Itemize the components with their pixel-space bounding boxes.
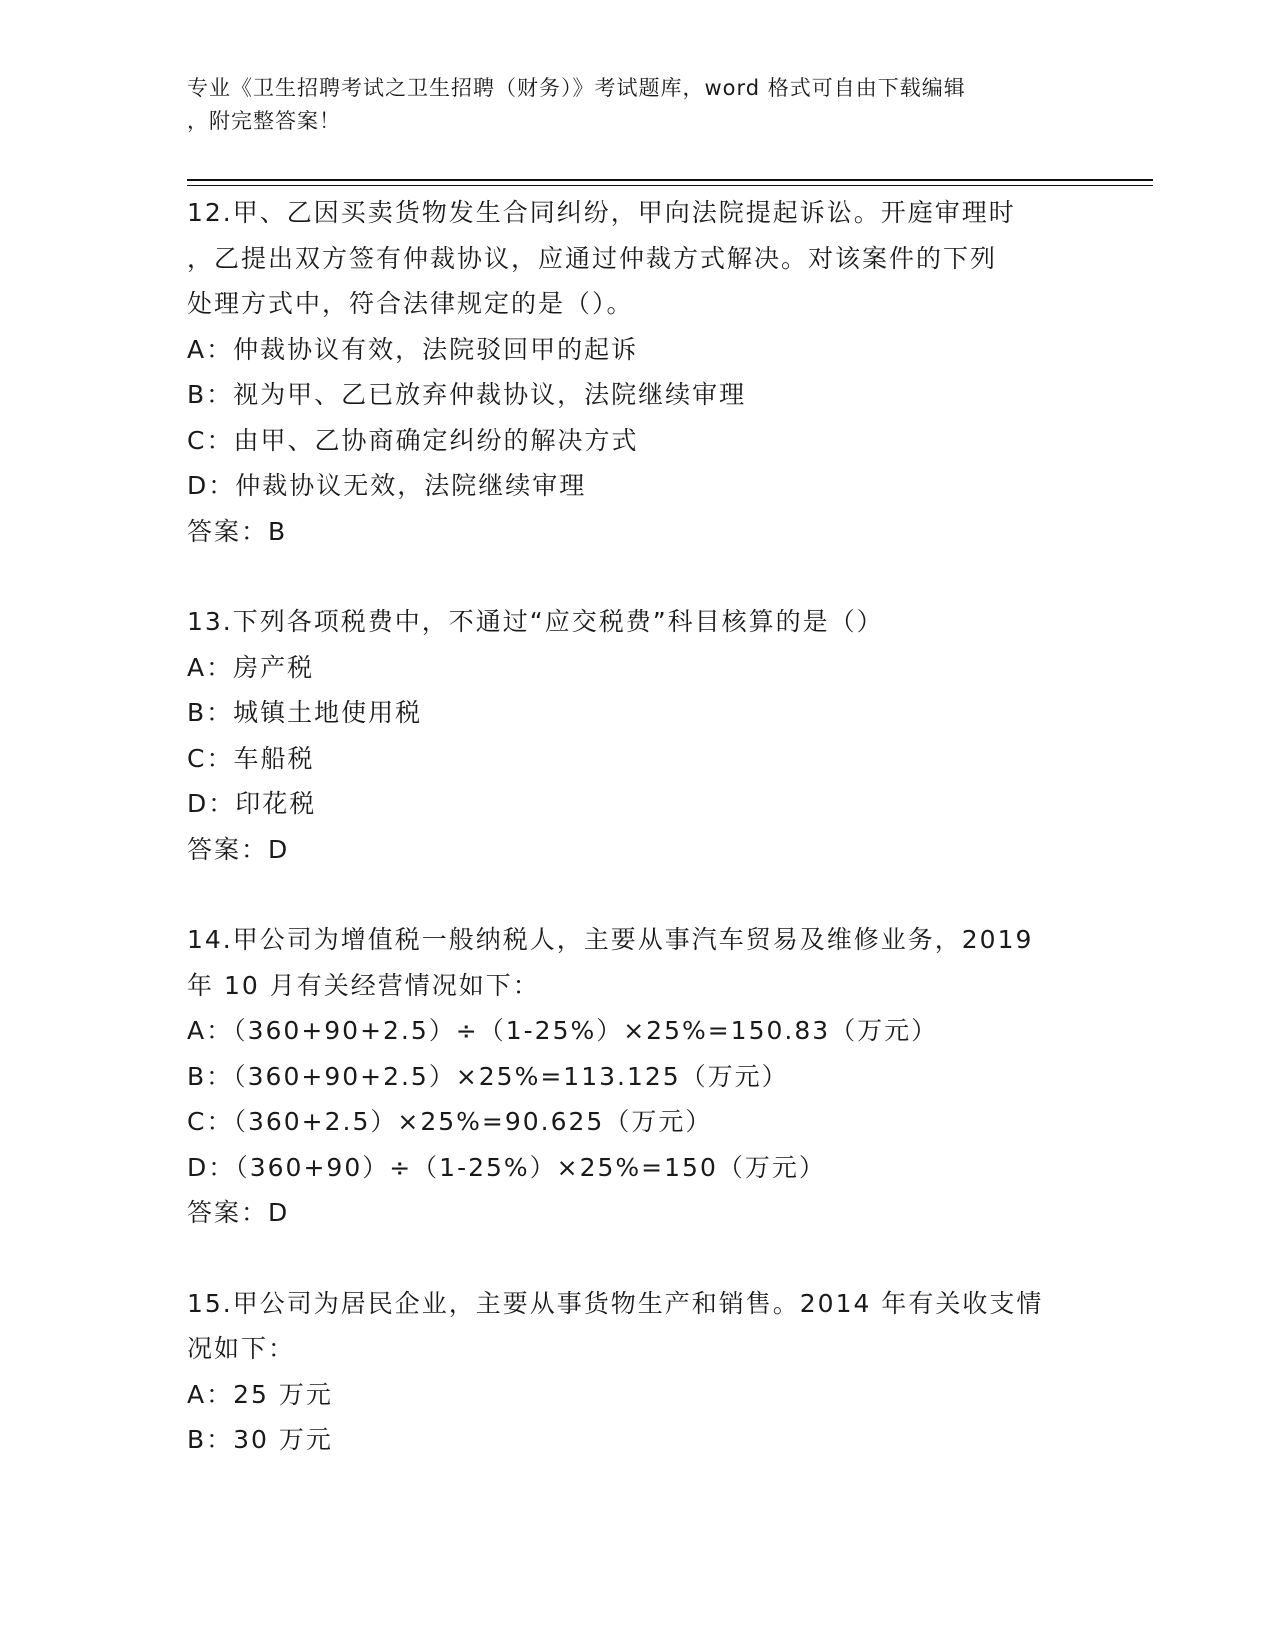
header-line: ，附完整答案！	[187, 109, 341, 133]
question-stem-line: 况如下：	[187, 1334, 296, 1363]
question-stem-line: ，乙提出双方签有仲裁协议，应通过仲裁方式解决。对该案件的下列	[187, 243, 998, 273]
option-d: D：仲裁协议无效，法院继续审理	[187, 471, 587, 500]
option-a: A：仲裁协议有效，法院驳回甲的起诉	[187, 334, 639, 364]
question-stem-line: 15.甲公司为居民企业，主要从事货物生产和销售。2014 年有关收支情	[187, 1288, 1044, 1318]
option-c: C：（360+2.5）×25%=90.625（万元）	[187, 1107, 713, 1136]
question-gap	[187, 554, 1087, 599]
question-stem-line: 14.甲公司为增值税一般纳税人，主要从事汽车贸易及维修业务，2019	[187, 925, 1034, 954]
question-12	[187, 190, 1087, 554]
question-stem-line: 处理方式中，符合法律规定的是（）。	[187, 289, 634, 318]
option-c: C：由甲、乙协商确定纠纷的解决方式	[187, 425, 639, 455]
option-d: D：印花税	[187, 789, 317, 818]
question-gap	[187, 872, 1087, 917]
answer-line: 答案：B	[187, 516, 288, 546]
option-b: B：视为甲、乙已放弃仲裁协议，法院继续审理	[187, 380, 747, 409]
question-list	[187, 190, 1087, 1463]
option-a: A：房产税	[187, 652, 315, 682]
option-b: B：城镇土地使用税	[187, 698, 423, 727]
question-stem-line: 年 10 月有关经营情况如下：	[187, 970, 540, 1000]
question-15	[187, 1281, 1087, 1463]
header-divider-thick	[187, 179, 1153, 181]
question-13	[187, 599, 1087, 872]
question-14	[187, 917, 1087, 1236]
question-stem-line: 13.下列各项税费中，不通过“应交税费”科目核算的是（）	[187, 607, 884, 636]
option-d: D：（360+90）÷（1-25%）×25%=150（万元）	[187, 1152, 826, 1182]
header-line: 专业《卫生招聘考试之卫生招聘（财务）》考试题库，word 格式可自由下载编辑	[187, 76, 966, 100]
option-b: B：（360+90+2.5）×25%=113.125（万元）	[187, 1061, 789, 1091]
question-gap	[187, 1236, 1087, 1281]
option-a: A：（360+90+2.5）÷（1-25%）×25%=150.83（万元）	[187, 1016, 939, 1045]
option-c: C：车船税	[187, 743, 315, 773]
header-divider-thin	[187, 185, 1153, 186]
option-b: B：30 万元	[187, 1425, 333, 1454]
question-stem-line: 12.甲、乙因买卖货物发生合同纠纷，甲向法院提起诉讼。开庭审理时	[187, 198, 1016, 227]
answer-line: 答案：D	[187, 1198, 290, 1227]
answer-line: 答案：D	[187, 834, 290, 864]
document-header	[187, 72, 1067, 138]
option-a: A：25 万元	[187, 1379, 333, 1409]
